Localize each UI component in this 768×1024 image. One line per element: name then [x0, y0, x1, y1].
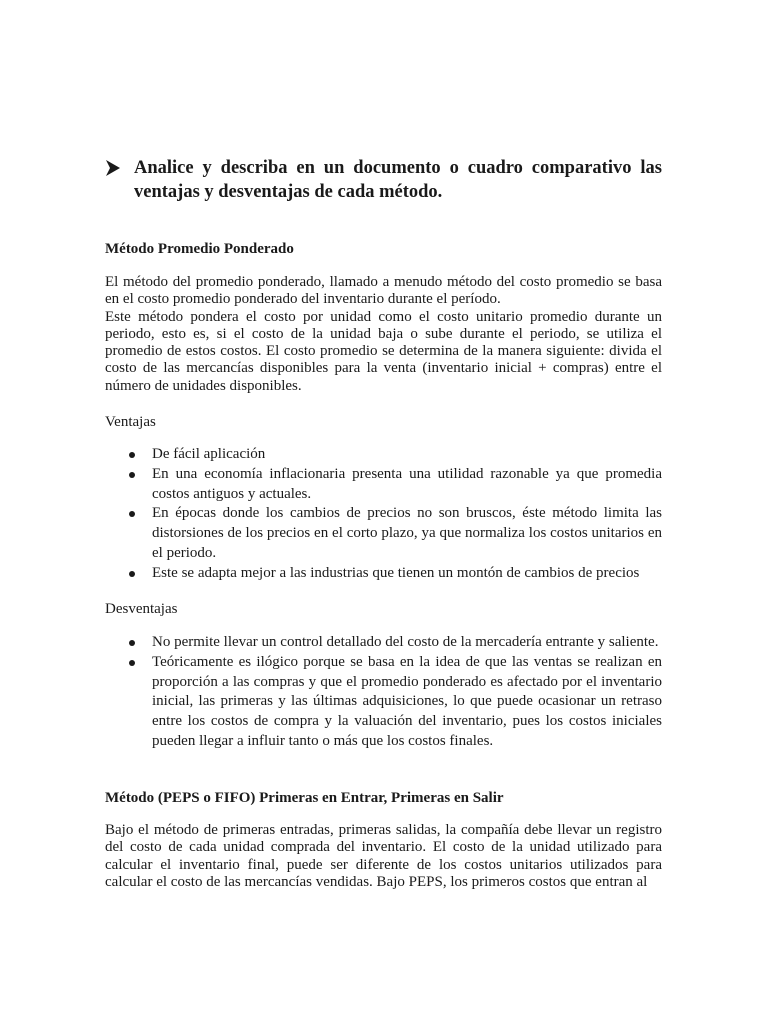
list-item: De fácil aplicación [105, 445, 662, 465]
list-item: En una economía inflacionaria presenta una utilidad razonable ya que promedia costos antiguos y actuales. [105, 465, 662, 505]
list-item: Este se adapta mejor a las industrias que tienen un montón de cambios de precios [105, 564, 662, 584]
main-heading-text: Analice y describa en un documento o cuadro comparativo las ventajas y desventajas de cada método. [134, 158, 662, 202]
bullet-dot-icon [129, 571, 135, 577]
list-item: Teóricamente es ilógico porque se basa en la idea de que las ventas se realizan en proporción a las compras y que el promedio ponderado es afectado por el inventario inicial, las primeras y las últimas adquisiciones, lo que puede ocasionar un retraso entre los costos de compra y la valuación del inventario, pues los costos iniciales pueden llegar a influir tanto o más que los costos finales. [105, 653, 662, 752]
peps-paragraph-1: Bajo el método de primeras entradas, primeras salidas, la compañía debe llevar un registro del costo de cada unidad comprada del inventario. El costo de la unidad utilizado para calcular el inventario final, puede ser diferente de los costos unitarios utilizados para calcular el costo de las mercancías vendidas. Bajo PEPS, los primeros costos que entran al [105, 822, 662, 890]
section-title-peps: Método (PEPS o FIFO) Primeras en Entrar, Primeras en Salir [105, 790, 504, 806]
promedio-paragraph-1: El método del promedio ponderado, llamado a menudo método del costo promedio se basa en el costo promedio ponderado del inventario durante el período. [105, 274, 662, 308]
bullet-dot-icon [129, 511, 135, 517]
promedio-paragraph-2: Este método pondera el costo por unidad como el costo unitario promedio durante un periodo, esto es, si el costo de la unidad baja o sube durante el periodo, se utiliza el promedio de estos costos. El costo promedio se determina de la manera siguiente: divida el costo de las mercancías disponibles para la venta (inventario inicial + compras) entre el número de unidades disponibles. [105, 308, 662, 394]
desventajas-list [105, 633, 662, 752]
bullet-dot-icon [129, 452, 135, 458]
main-heading [105, 156, 662, 204]
arrow-bullet-icon [105, 159, 121, 177]
bullet-dot-icon [129, 472, 135, 478]
peps-paragraph [105, 822, 662, 891]
ventajas-label: Ventajas [105, 414, 156, 430]
desventajas-label: Desventajas [105, 601, 178, 617]
ventajas-list [105, 445, 662, 584]
bullet-dot-icon [129, 660, 135, 666]
list-item: En épocas donde los cambios de precios no son bruscos, éste método limita las distorsiones de los precios en el corto plazo, ya que normaliza los costos unitarios en el periodo. [105, 504, 662, 563]
section-title-promedio: Método Promedio Ponderado [105, 241, 294, 257]
promedio-paragraph [105, 274, 662, 395]
list-item: No permite llevar un control detallado del costo de la mercadería entrante y saliente. [105, 633, 662, 653]
bullet-dot-icon [129, 640, 135, 646]
